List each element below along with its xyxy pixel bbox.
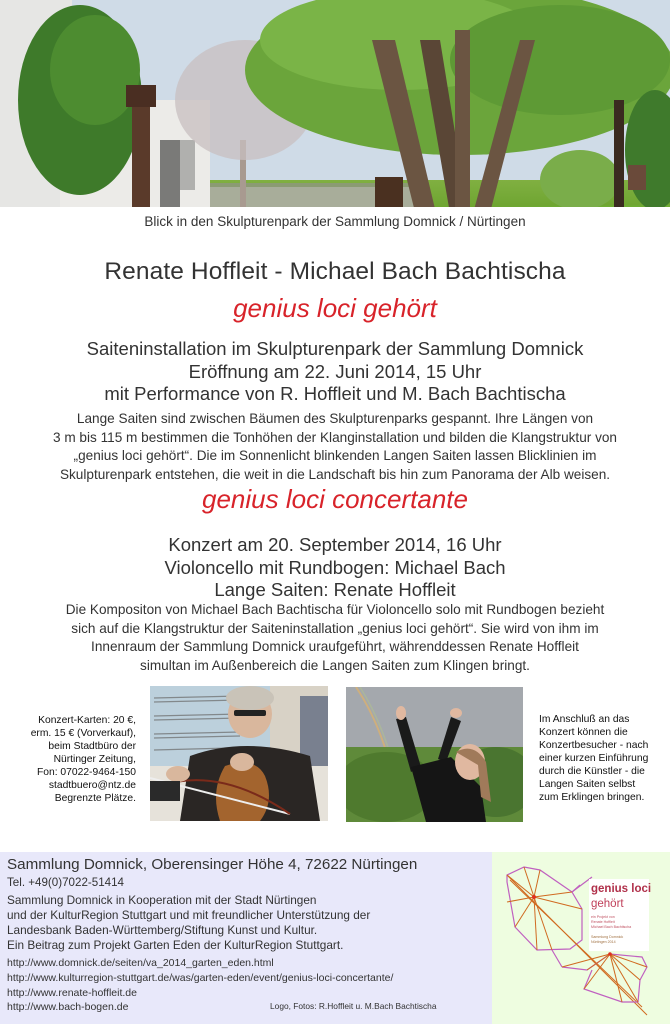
ticket-phone: Fon: 07022-9464-150 [36, 767, 136, 778]
logo-credit-line: ein Projekt von [591, 915, 615, 919]
cello-photo [150, 686, 328, 821]
project-title: genius loci gehört [233, 293, 437, 323]
cello-illustration [150, 686, 328, 821]
concert-title: genius loci concertante [202, 484, 468, 514]
cooperation-line: Landesbank Baden-Württemberg/Stiftung Kunst und Kultur. [7, 923, 318, 937]
strings-performer: Lange Saiten: Renate Hoffleit [214, 579, 456, 600]
note-line: Konzert können die [539, 727, 628, 738]
ticket-line: beim Stadtbüro der [48, 741, 136, 752]
artists-heading: Renate Hoffleit - Michael Bach Bachtischa [104, 258, 566, 285]
venue-address: Sammlung Domnick, Oberensinger Höhe 4, 72622 Nürtingen [7, 856, 418, 873]
cooperation-text [7, 893, 370, 953]
description-line: simultan im Außenbereich die Langen Saiten zum Klingen bringt. [140, 657, 530, 673]
logo-credits [591, 915, 631, 930]
park-illustration [0, 0, 670, 207]
description-line: 3 m bis 115 m bestimmen die Tonhöhen der Klanginstallation und bilden die Klangstruktur von [53, 429, 617, 445]
description-line: Die Kompositon von Michael Bach Bachtischa für Violoncello solo mit Rundbogen bezieht [65, 602, 605, 617]
logo-text-box [589, 879, 652, 951]
cooperation-line: und der KulturRegion Stuttgart und mit freundlicher Unterstützung der [7, 908, 371, 922]
description-line: „genius loci gehört“. Die im Sonnenlicht blinkenden Langen Saiten lassen Blicklinien im [73, 448, 597, 463]
cooperation-line: Ein Beitrag zum Projekt Garten Eden der KulturRegion Stuttgart. [7, 938, 344, 952]
description-line: Skulpturenpark entstehen, die weit in die Landschaft bis hin zum Panorama der Alb weisen. [59, 466, 611, 482]
venue-phone: Tel. +49(0)7022-51414 [7, 876, 124, 889]
hero-caption: Blick in den Skulpturenpark der Sammlung Domnick / Nürtingen [144, 214, 526, 229]
logo-place-line: Sammlung Domnick [591, 935, 624, 939]
logo-title: genius loci [591, 883, 652, 895]
note-line: Im Anschluß an das [539, 714, 630, 725]
note-line: zum Erklingen bringen. [539, 792, 645, 803]
performance-line: mit Performance von R. Hoffleit und M. Bach Bachtischa [104, 383, 566, 404]
description-line: Lange Saiten sind zwischen Bäumen des Skulpturenparks gespannt. Ihre Längen von [76, 411, 594, 426]
logo-subtitle: gehört [591, 898, 624, 910]
note-line: Konzertbesucher - nach [539, 740, 649, 751]
installation-description [10, 410, 660, 484]
logo-credit-line: Renate Hoffleit [591, 920, 615, 924]
ticket-email[interactable]: stadtbuero@ntz.de [48, 780, 136, 791]
logo-place-line: Nürtingen 2014 [591, 940, 616, 944]
logo-credit-line: Michael Bach Bachtischa [591, 925, 632, 929]
after-concert-info [539, 713, 667, 804]
ticket-info [10, 714, 136, 805]
concert-date: Konzert am 20. September 2014, 16 Uhr [168, 534, 502, 555]
link-domnick[interactable]: http://www.domnick.de/seiten/va_2014_garten_eden.html [7, 957, 274, 969]
cooperation-line: Sammlung Domnick in Kooperation mit der Stadt Nürtingen [7, 893, 317, 907]
photo-credit: Logo, Fotos: R.Hoffleit u. M.Bach Bachtischa [270, 1001, 437, 1011]
installation-info [0, 338, 670, 406]
ticket-line: Nürtinger Zeitung, [53, 754, 136, 765]
description-line: sich auf die Klangstruktur der Saiteninstallation „genius loci gehört“. Sie wird von ihm im [71, 620, 599, 636]
note-line: einer kurzen Einführung [539, 753, 649, 764]
logo-place [591, 935, 623, 945]
link-renate-hoffleit[interactable]: http://www.renate-hoffleit.de [7, 986, 137, 999]
performer-illustration [346, 687, 523, 822]
opening-date: Eröffnung am 22. Juni 2014, 15 Uhr [188, 360, 482, 382]
description-line: Innenraum der Sammlung Domnick uraufgeführt, währenddessen Renate Hoffleit [91, 639, 579, 654]
installation-line: Saiteninstallation im Skulpturenpark der Sammlung Domnick [86, 338, 584, 359]
ticket-reduced-price: erm. 15 € (Vorverkauf), [30, 728, 136, 739]
project-logo [492, 852, 670, 1024]
link-bach-bogen[interactable]: http://www.bach-bogen.de [7, 1001, 129, 1014]
ticket-line: Begrenzte Plätze. [54, 793, 136, 804]
footer-panel [0, 852, 492, 1024]
concert-info [0, 534, 670, 602]
performer-photo [346, 687, 523, 822]
cello-performer: Violoncello mit Rundbogen: Michael Bach [164, 556, 506, 578]
note-line: Langen Saiten selbst [539, 779, 636, 790]
hero-photo [0, 0, 670, 207]
concert-description [10, 601, 660, 675]
link-kulturregion[interactable]: http://www.kulturregion-stuttgart.de/was/garten-eden/event/genius-loci-concertante/ [7, 971, 394, 984]
note-line: durch die Künstler - die [539, 766, 645, 777]
ticket-price: Konzert-Karten: 20 €, [38, 715, 136, 726]
